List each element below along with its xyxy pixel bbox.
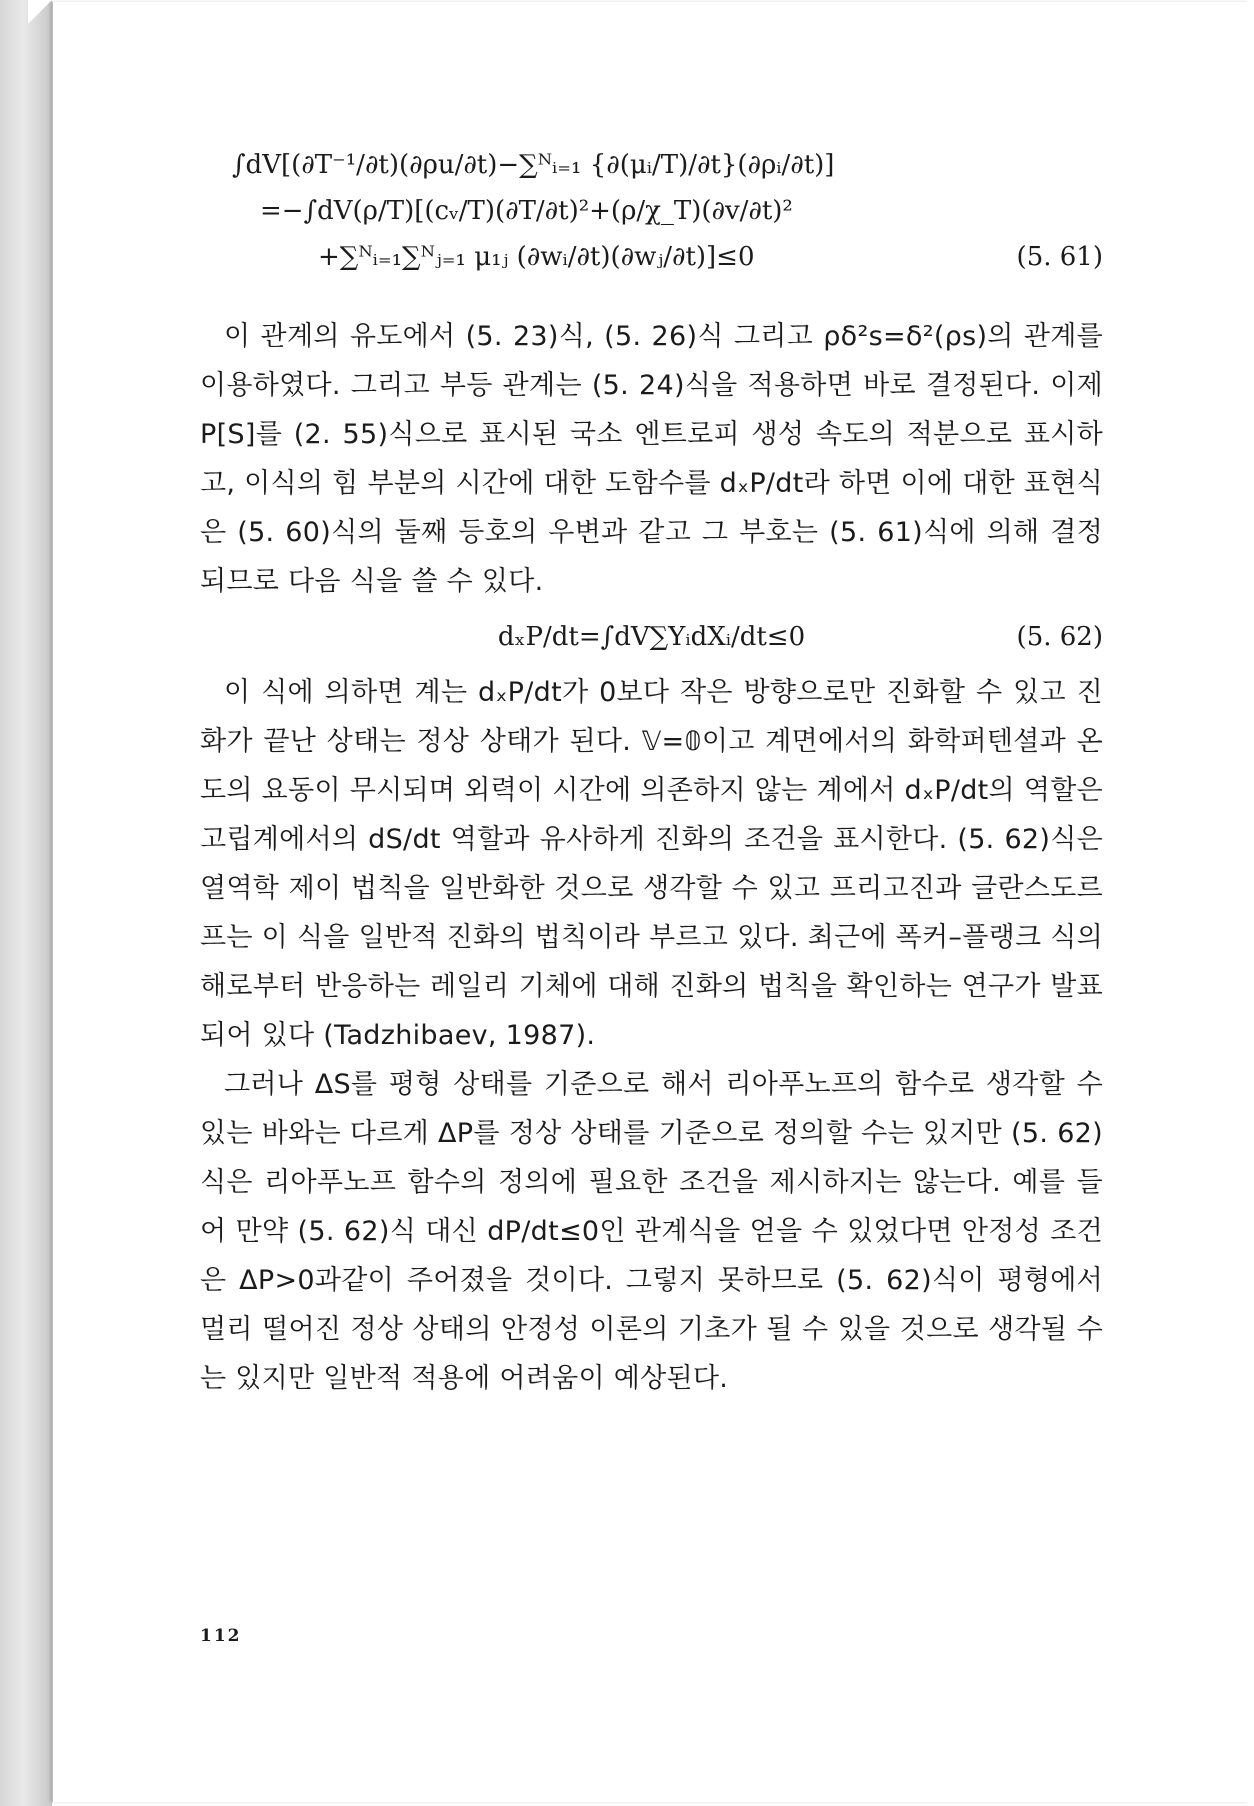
equation-5-61-line-3-text: +∑ᴺᵢ₌₁∑ᴺⱼ₌₁ μ₁ⱼ (∂wᵢ/∂t)(∂wⱼ/∂t)]≤0: [318, 242, 755, 272]
equation-number-5-61: (5. 61): [1016, 242, 1103, 272]
paragraph-1: 이 관계의 유도에서 (5. 23)식, (5. 26)식 그리고 ρδ²s=δ²(ρs)의 관계를 이용하였다. 그리고 부등 관계는 (5. 24)식을 적용하면 바로 결정된다. 이제 P[S]를 (2. 55)식으로 표시된 국소 엔트로피 생성 속도의 적분으로 표시하고, 이식의 힘 부분의 시간에 대한 도함수를 dₓP/dt라 하면 이에 대한 표현식은 (5. 60)식의 둘째 등호의 우변과 같고 그 부호는 (5. 61)식에 의해 결정되므로 다음 식을 쓸 수 있다.: [200, 321, 1104, 597]
equation-5-61-line-2: =−∫dV(ρ/T)[(cᵥ/T)(∂T/∂t)²+(ρ/χ_T)(∂v/∂t)²: [260, 196, 793, 226]
paragraph-3: 그러나 ΔS를 평형 상태를 기준으로 해서 리아푸노프의 함수로 생각할 수 있는 바와는 다르게 ΔP를 정상 상태를 기준으로 정의할 수는 있지만 (5. 62)식은 리아푸노프 함수의 정의에 필요한 조건을 제시하지는 않는다. 예를 들어 만약 (5. 62)식 대신 dP/dt≤0인 관계식을 얻을 수 있었다면 안정성 조건은 ΔP>0과같이 주어졌을 것이다. 그렇지 못하므로 (5. 62)식이 평형에서 멀리 떨어진 정상 상태의 안정성 이론의 기초가 될 수 있을 것으로 생각될 수는 있지만 일반적 적용에 어려움이 예상된다.: [200, 1069, 1103, 1394]
page-content: [200, 150, 1103, 1403]
equation-5-62-text: dₓP/dt=∫dV∑YᵢdXᵢ/dt≤0: [497, 622, 806, 652]
page-number: 112: [200, 1626, 242, 1646]
equation-5-61-line-1: ∫dV[(∂T⁻¹/∂t)(∂ρu/∂t)−∑ᴺᵢ₌₁ {∂(μᵢ/T)/∂t}(∂ρᵢ/∂t)]: [232, 150, 835, 180]
equation-number-5-62: (5. 62): [1016, 622, 1103, 652]
paragraph-2: 이 식에 의하면 계는 dₓP/dt가 0보다 작은 방향으로만 진화할 수 있고 진화가 끝난 상태는 정상 상태가 된다. 𝕍=𝟘이고 계면에서의 화학퍼텐셜과 온도의 요동이 무시되며 외력이 시간에 의존하지 않는 계에서 dₓP/dt의 역할은 고립계에서의 dS/dt 역할과 유사하게 진화의 조건을 표시한다. (5. 62)식은 열역학 제이 법칙을 일반화한 것으로 생각할 수 있고 프리고진과 글란스도르프는 이 식을 일반적 진화의 법칙이라 부르고 있다. 최근에 폭커–플랭크 식의 해로부터 반응하는 레일리 기체에 대해 진화의 법칙을 확인하는 연구가 발표되어 있다 (Tadzhibaev, 1987).: [200, 677, 1103, 1051]
equation-5-62: [200, 606, 1103, 668]
equation-5-61-line-3: [200, 242, 1103, 292]
book-spine: [0, 0, 52, 1806]
